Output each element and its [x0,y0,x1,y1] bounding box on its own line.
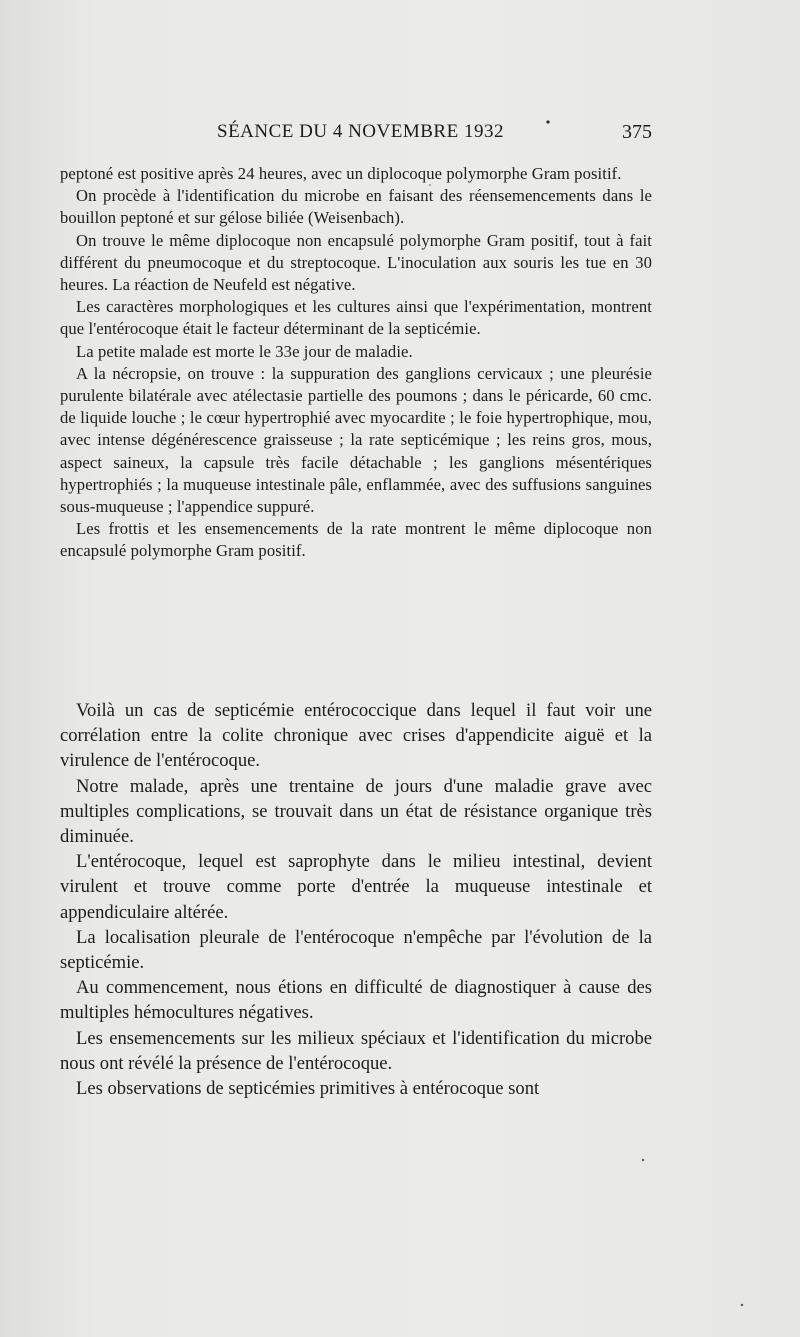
paragraph: Les ensemencements sur les milieux spéciaux et l'identification du microbe nous ont révélé la présence de l'entérocoque. [60,1027,652,1074]
paragraph: A la nécropsie, on trouve : la suppuration des ganglions cervicaux ; une pleurésie purulente bilatérale avec atélectasie partielle des poumons ; dans le péricarde, 60 cmc. de liquide louche ; le cœur hypertrophié avec myocardite ; le foie hypertrophique, mou, avec intense dégénérescence graisseuse ; la rate septicémique ; les reins gros, mous, aspect saineux, la capsule très facile détachable ; les ganglions mésentériques hypertrophiés ; la muqueuse intestinale pâle, enflammée, avec des suffusions sanguines sous-muqueuse ; l'appendice suppuré. [60,363,652,517]
case-report-block [60,163,652,563]
page-number: 375 [622,121,652,143]
paragraph: peptoné est positive après 24 heures, avec un diplocoque polymorphe Gram positif. [60,164,622,183]
paragraph: Les frottis et les ensemencements de la rate montrent le même diplocoque non encapsulé polymorphe Gram positif. [60,519,652,561]
page-header [60,121,652,151]
running-title: SÉANCE DU 4 NOVEMBRE 1932 [217,121,504,142]
paragraph: Les observations de septicémies primitives à entérocoque sont [76,1078,540,1100]
paragraph: On trouve le même diplocoque non encapsulé polymorphe Gram positif, tout à fait différent du pneumocoque et du streptocoque. L'inoculation aux souris les tue en 30 heures. La réaction de Neufeld est négative. [60,230,652,295]
paragraph: La petite malade est morte le 33e jour de maladie. [76,341,413,361]
ink-speck [741,1304,743,1306]
discussion-block [60,698,652,1101]
paragraph: On procède à l'identification du microbe en faisant des réensemencements dans le bouillon peptoné et sur gélose biliée (Weisenbach). [60,186,652,228]
paragraph: Au commencement, nous étions en difficulté de diagnostiquer à cause des multiples hémocultures négatives. [60,977,652,1024]
paragraph: Notre malade, après une trentaine de jours d'une maladie grave avec multiples complications, se trouvait dans un état de résistance organique très diminuée. [60,775,652,848]
ink-speck [642,1159,644,1161]
paragraph: Voilà un cas de septicémie entérococcique dans lequel il faut voir une corrélation entre la colite chronique avec crises d'appendicite aiguë et la virulence de l'entérocoque. [60,700,652,772]
paragraph: Les caractères morphologiques et les cultures ainsi que l'expérimentation, montrent que l'entérocoque était le facteur déterminant de la septicémie. [60,297,652,339]
paragraph: L'entérocoque, lequel est saprophyte dans le milieu intestinal, devient virulent et trouve comme porte d'entrée la muqueuse intestinale et appendiculaire altérée. [60,851,652,923]
paragraph: La localisation pleurale de l'entérocoque n'empêche par l'évolution de la septicémie. [60,926,652,974]
